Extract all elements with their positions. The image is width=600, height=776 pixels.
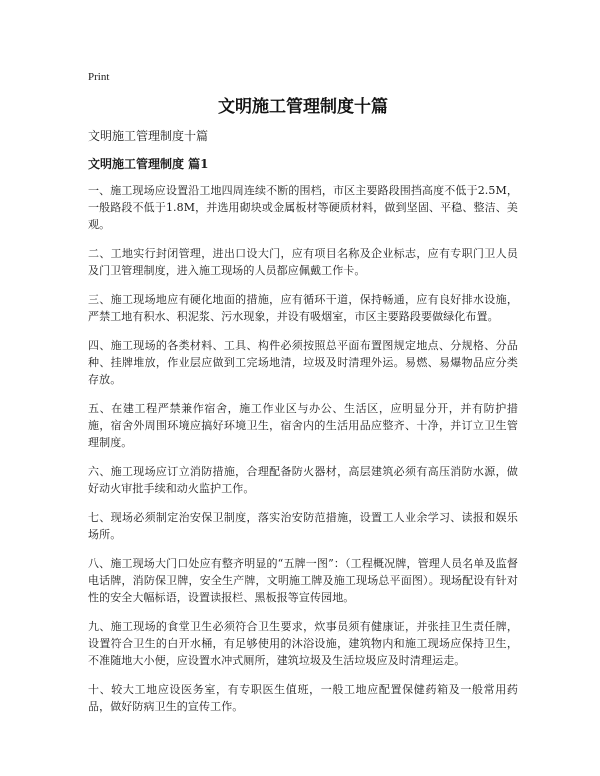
- document-page: [88, 70, 518, 727]
- document-title: 文明施工管理制度十篇: [218, 97, 388, 117]
- paragraph-5: 五、在建工程严禁兼作宿舍，施工作业区与办公、生活区，应明显分开，并有防护措施，宿舍外周围环境应搞好环境卫生，宿舍内的生活用品应整齐、十净，并订立卫生管理制度。: [88, 402, 518, 449]
- paragraph-9: 九、施工现场的食堂卫生必须符合卫生要求，炊事员须有健康证，并张挂卫生责任牌，设置符合卫生的白开水桶，有足够使用的沐浴设施，建筑物内和施工现场应保持卫生，不准随地大小便，应设置水冲式厕所，建筑垃圾及生活垃圾应及时清理运走。: [88, 620, 518, 667]
- paragraph-2: 二、工地实行封闭管理，进出口设大门，应有项目名称及企业标志，应有专职门卫人员及门卫管理制度，进入施工现场的人员都应佩戴工作卡。: [88, 247, 518, 277]
- paragraph-1: 一、施工现场应设置沿工地四周连续不断的围档，市区主要路段围挡高度不低于2.5M，一般路段不低于1.8M，并选用砌块或金属板材等硬质材料，做到坚固、平稳、整洁、美观。: [88, 184, 518, 231]
- section-heading: 文明施工管理制度 篇1: [88, 157, 209, 171]
- paragraph-6: 六、施工现场应订立消防措施，合理配备防火器材，高层建筑必须有高压消防水源，做好动火审批手续和动火监护工作。: [88, 465, 518, 495]
- paragraph-4: 四、施工现场的各类材料、工具、构件必须按照总平面布置图规定地点、分规格、分品种、挂牌堆放，作业层应做到工完场地清，垃圾及时清理外运。易燃、易爆物品应分类存放。: [88, 339, 518, 386]
- paragraph-7: 七、现场必须制定治安保卫制度，落实治安防范措施，设置工人业余学习、读报和娱乐场所。: [88, 511, 518, 541]
- paragraph-8: 八、施工现场大门口处应有整齐明显的“五牌一图”：（工程概况牌，管理人员名单及监督电话牌，消防保卫牌，安全生产牌，文明施工牌及施工现场总平面图）。现场配设有针对性的安全大幅标语，设置读报栏、黑板报等宣传园地。: [88, 557, 518, 604]
- document-subtitle: 文明施工管理制度十篇: [88, 129, 209, 143]
- print-link[interactable]: Print: [88, 71, 110, 83]
- paragraph-3: 三、施工现场地应有硬化地面的措施，应有循环干道，保持畅通，应有良好排水设施，严禁工地有积水、积泥浆、污水现象，并设有吸烟室，市区主要路段要做绿化布置。: [88, 293, 518, 323]
- paragraph-10: 十、较大工地应设医务室，有专职医生值班，一般工地应配置保健药箱及一般常用药品，做好防病卫生的宣传工作。: [88, 683, 518, 713]
